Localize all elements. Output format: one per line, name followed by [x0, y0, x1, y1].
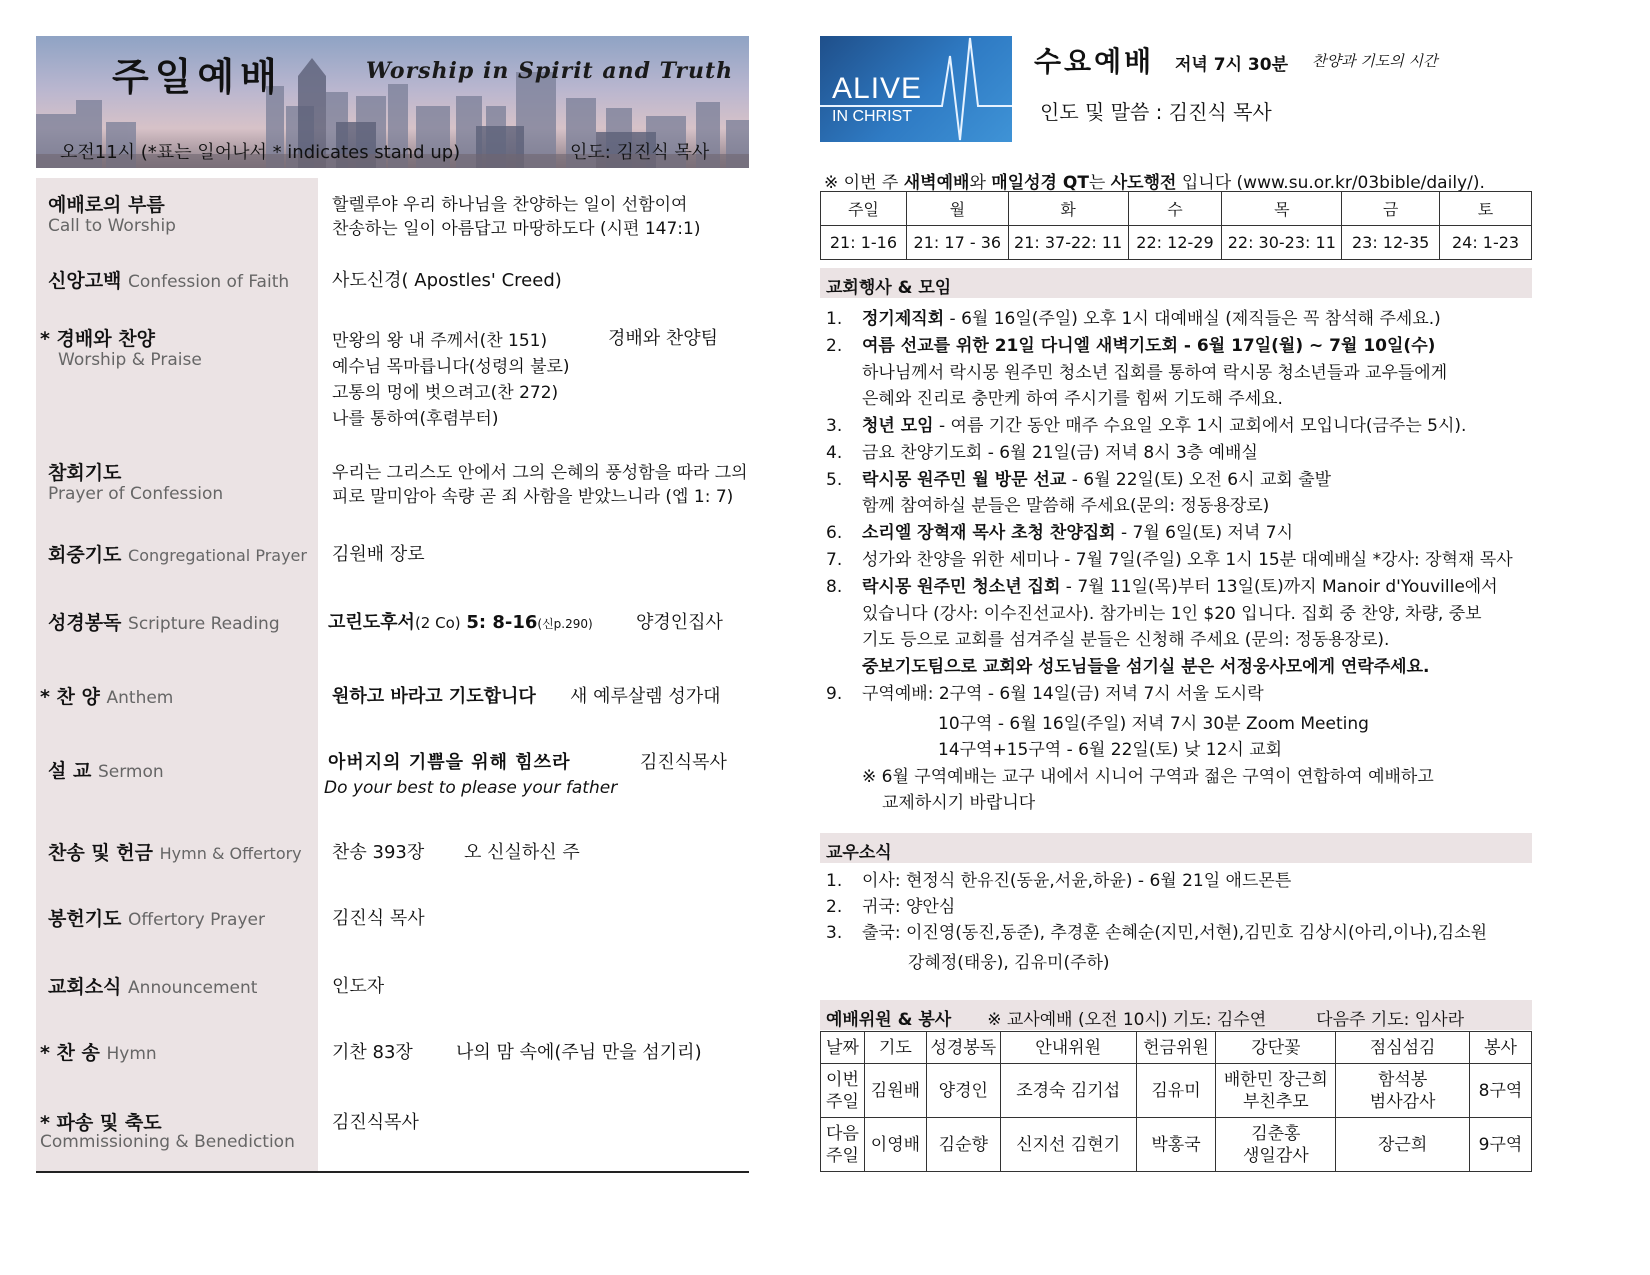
hymn-title: 나의 맘 속에(주님 만을 섬기리) — [456, 1042, 702, 1063]
staff-table — [820, 1031, 1532, 1172]
event-item — [826, 360, 1447, 386]
staff-col-header: 성경봉독 — [926, 1032, 1000, 1064]
member-item — [826, 894, 955, 920]
staff-cell: 양경인 — [926, 1064, 1000, 1118]
sunday-motto: Worship in Spirit and Truth — [366, 58, 734, 84]
staff-cell: 신지선 김현기 — [1000, 1118, 1136, 1172]
choir-name: 새 예루살렘 성가대 — [570, 686, 721, 707]
staff-col-header: 헌금위원 — [1136, 1032, 1216, 1064]
members-heading: 교우소식 — [820, 833, 1532, 863]
sunday-time-note: 오전11시 (*표는 일어나서 * indicates stand up) — [60, 142, 461, 163]
qt-reading: 22: 12-29 — [1128, 226, 1222, 260]
event-number: 1. — [826, 309, 843, 329]
order-item-english: Hymn & Offertory — [159, 844, 302, 863]
event-note: 교제하시기 바랍니다 — [882, 793, 1036, 813]
events-heading: 교회행사 & 모임 — [820, 268, 1532, 298]
member-item — [826, 920, 1487, 946]
qt-note-text: 와 — [969, 173, 992, 193]
event-item — [826, 333, 1435, 359]
qt-note — [824, 168, 1485, 193]
event-number: 9. — [826, 684, 843, 704]
scripture-page: (신p.290) — [537, 617, 593, 631]
order-item-title — [48, 838, 302, 865]
order-item-english: Sermon — [97, 762, 164, 782]
qt-reading: 23: 12-35 — [1342, 226, 1440, 260]
order-item-korean: 성경봉독 — [48, 612, 122, 634]
event-number: 8. — [826, 577, 843, 597]
event-text: - 여름 기간 동안 매주 수요일 오후 1시 교회에서 모입니다(금주는 5시). — [933, 416, 1467, 436]
event-number: 3. — [826, 416, 843, 436]
member-number: 1. — [826, 871, 843, 891]
qt-day: 목 — [1222, 192, 1342, 226]
qt-reading: 21: 37-22: 11 — [1008, 226, 1128, 260]
event-bold-text: 락시몽 원주민 월 방문 선교 — [862, 470, 1067, 490]
qt-note-bold: 매일성경 QT — [991, 173, 1089, 193]
staff-heading: 예배위원 & 봉사 — [826, 1010, 952, 1030]
qt-day: 금 — [1342, 192, 1440, 226]
event-number: 4. — [826, 443, 843, 463]
wednesday-time: 저녁 7시 30분 — [1175, 55, 1289, 75]
song-line: 나를 통하여(후렴부터) — [332, 409, 499, 429]
qt-day: 화 — [1008, 192, 1128, 226]
event-item — [826, 574, 1498, 600]
event-note: ※ 6월 구역예배는 교구 내에서 시니어 구역과 젊은 구역이 연합하여 예배하고 — [862, 767, 1434, 787]
order-item-value: 찬송하는 일이 아름답고 마땅하도다 (시편 147:1) — [332, 219, 701, 239]
praise-team: 경배와 찬양팀 — [608, 328, 719, 349]
order-item-english: Call to Worship — [48, 216, 176, 236]
staff-cell: 이영배 — [864, 1118, 926, 1172]
event-text: 기도 등으로 교회를 섬겨주실 분들은 신청해 주세요 (문의: 정동용장로). — [862, 630, 1390, 650]
wednesday-leader: 인도 및 말씀 : 김진식 목사 — [1040, 100, 1272, 124]
event-item — [826, 601, 1482, 627]
order-item-korean: 찬송 및 헌금 — [48, 842, 153, 864]
event-item — [826, 306, 1441, 332]
event-continuation: 14구역+15구역 - 6월 22일(토) 낮 12시 교회 — [938, 740, 1283, 760]
order-item-title: 참회기도 — [48, 462, 122, 484]
event-text: 있습니다 (강사: 이수진선교사). 참가비는 1인 $20 입니다. 집회 중 찬양, 차량, 중보 — [862, 604, 1482, 624]
member-continuation: 강혜정(태웅), 김유미(주하) — [908, 953, 1110, 973]
staff-row-next-week — [821, 1118, 1532, 1172]
order-item-value: 김진식 목사 — [332, 908, 425, 929]
order-item-value: 할렐루야 우리 하나님을 찬양하는 일이 선함이여 — [332, 195, 688, 215]
event-item — [826, 627, 1389, 653]
order-item-korean: 설 교 — [48, 760, 92, 782]
order-item-english: Scripture Reading — [128, 614, 280, 634]
order-item-title — [40, 1038, 157, 1065]
event-item — [826, 440, 1258, 466]
staff-row-this-week — [821, 1064, 1532, 1118]
order-item-english: Offertory Prayer — [128, 910, 265, 930]
staff-col-header: 기도 — [864, 1032, 926, 1064]
sunday-banner — [36, 36, 749, 168]
order-item-value: 피로 말미암아 속량 곧 죄 사함을 받았느니라 (엡 1: 7) — [332, 487, 734, 507]
event-text: 성가와 찬양을 위한 세미나 - 7월 7일(주일) 오후 1시 15분 대예배실 *강사: 장혁재 목사 — [862, 550, 1513, 570]
event-text: 함께 참여하실 분들은 말씀해 주세요(문의: 정동용장로) — [862, 496, 1270, 516]
order-item-english: Prayer of Confession — [48, 484, 224, 504]
song-line: 예수님 목마릅니다(성령의 불로) — [332, 357, 570, 377]
order-item-title — [48, 756, 164, 783]
qt-readings-row — [821, 226, 1532, 260]
staff-cell: 조경숙 김기섭 — [1000, 1064, 1136, 1118]
event-item — [826, 467, 1331, 493]
qt-reading: 22: 30-23: 11 — [1222, 226, 1342, 260]
staff-col-header: 날짜 — [821, 1032, 865, 1064]
qt-note-text: ※ 이번 주 — [824, 173, 904, 193]
order-item-title — [48, 266, 289, 293]
event-item — [826, 493, 1269, 519]
sermon-title: 아버지의 기쁨을 위해 힘쓰라 — [328, 752, 571, 773]
staff-col-header: 안내위원 — [1000, 1032, 1136, 1064]
event-item — [826, 386, 1283, 412]
staff-header-row — [821, 1032, 1532, 1064]
event-text: 하나님께서 락시몽 원주민 청소년 집회를 통하여 락시몽 청소년들과 교우들에게 — [862, 363, 1448, 383]
qt-note-text: 입니다 (www.su.or.kr/03bible/daily/). — [1176, 173, 1485, 193]
order-item-title — [48, 540, 307, 567]
event-bold-text: 중보기도팀으로 교회와 성도님들을 섬기실 분은 서정웅사모에게 연락주세요. — [862, 657, 1430, 677]
staff-cell: 배한민 장근희 부친추모 — [1216, 1064, 1336, 1118]
order-item-title — [48, 904, 265, 931]
qt-day: 토 — [1440, 192, 1532, 226]
qt-reading: 21: 17 - 36 — [906, 226, 1008, 260]
hymn-number: 기찬 83장 — [332, 1042, 413, 1063]
order-item-value: 김진식목사 — [332, 1112, 419, 1133]
bottom-rule — [36, 1171, 749, 1173]
staff-cell: 김춘홍 생일감사 — [1216, 1118, 1336, 1172]
song-line: 고통의 멍에 벗으려고(찬 272) — [332, 383, 559, 403]
qt-day: 수 — [1128, 192, 1222, 226]
alive-in-christ-logo — [820, 36, 1012, 142]
order-item-value: 김원배 장로 — [332, 544, 425, 565]
event-text: 구역예배: 2구역 - 6월 14일(금) 저녁 7시 서울 도시락 — [862, 684, 1264, 704]
qt-reading-table — [820, 191, 1532, 260]
event-bold-text: 소리엘 장혁재 목사 초청 찬양집회 — [862, 523, 1116, 543]
staff-cell: 김원배 — [864, 1064, 926, 1118]
staff-heading-bar — [820, 1000, 1532, 1030]
staff-cell: 박홍국 — [1136, 1118, 1216, 1172]
next-prayer: 다음주 기도: 임사라 — [1316, 1010, 1465, 1030]
teacher-note: ※ 교사예배 (오전 10시) 기도: 김수연 — [987, 1010, 1267, 1030]
qt-day: 주일 — [821, 192, 907, 226]
scripture-reader: 양경인집사 — [636, 612, 723, 633]
anthem-title: 원하고 바라고 기도합니다 — [332, 686, 536, 707]
order-item-title: * 경배와 찬양 — [40, 328, 155, 350]
order-item-korean: * 찬 송 — [40, 1042, 100, 1064]
event-item — [826, 681, 1264, 707]
order-item-english: Commissioning & Benediction — [40, 1132, 295, 1152]
order-item-title — [40, 682, 173, 709]
event-text: - 6월 22일(토) 오전 6시 교회 출발 — [1066, 470, 1332, 490]
event-continuation: 10구역 - 6월 16일(주일) 저녁 7시 30분 Zoom Meeting — [938, 714, 1369, 734]
staff-col-header: 점심섬김 — [1336, 1032, 1470, 1064]
wednesday-title: 수요예배 — [1034, 45, 1155, 78]
qt-reading: 21: 1-16 — [821, 226, 907, 260]
event-bold-text: 락시몽 원주민 청소년 집회 — [862, 577, 1061, 597]
event-item — [826, 547, 1513, 573]
staff-cell: 9구역 — [1470, 1118, 1532, 1172]
event-text: - 6월 16일(주일) 오후 1시 대예배실 (제직들은 꼭 참석해 주세요.) — [944, 309, 1441, 329]
staff-cell: 함석봉 범사감사 — [1336, 1064, 1470, 1118]
hymn-title: 오 신실하신 주 — [464, 842, 580, 863]
order-item-korean: * 찬 양 — [40, 686, 100, 708]
event-text: 은혜와 진리로 충만케 하여 주시기를 힘써 기도해 주세요. — [862, 389, 1283, 409]
sunday-leader: 인도: 김진식 목사 — [570, 142, 710, 163]
member-number: 3. — [826, 923, 843, 943]
qt-days-row — [821, 192, 1532, 226]
qt-note-bold: 사도행전 — [1110, 173, 1177, 193]
order-item-title — [48, 972, 257, 999]
order-item-title: * 파송 및 축도 — [40, 1112, 162, 1134]
qt-note-bold: 새벽예배 — [903, 173, 970, 193]
scripture-abbr: (2 Co) — [414, 614, 461, 632]
event-number: 7. — [826, 550, 843, 570]
member-number: 2. — [826, 897, 843, 917]
staff-cell: 이번 주일 — [821, 1064, 865, 1118]
sunday-worship-panel — [36, 36, 749, 1152]
qt-reading: 24: 1-23 — [1440, 226, 1532, 260]
staff-cell: 김순향 — [926, 1118, 1000, 1172]
order-item-english: Hymn — [106, 1044, 157, 1064]
event-number: 2. — [826, 336, 843, 356]
order-item-value: 사도신경( Apostles' Creed) — [332, 270, 562, 291]
event-bold-text: 정기제직회 — [862, 309, 945, 329]
scripture-verse: 5: 8-16 — [466, 612, 538, 633]
event-item — [826, 413, 1466, 439]
sunday-title: 주일예배 — [112, 55, 283, 99]
qt-note-text: 는 — [1088, 173, 1111, 193]
order-item-value: 우리는 그리스도 안에서 그의 은혜의 풍성함을 따라 그의 — [332, 463, 748, 483]
scripture-reference — [328, 608, 593, 634]
logo-line-1: ALIVE — [832, 72, 923, 105]
order-item-title — [48, 608, 280, 635]
order-item-english: Confession of Faith — [128, 272, 290, 292]
order-item-english: Anthem — [106, 688, 174, 708]
order-item-korean: 신앙고백 — [48, 270, 122, 292]
staff-cell: 김유미 — [1136, 1064, 1216, 1118]
order-item-korean: 회중기도 — [48, 544, 122, 566]
event-text: - 7월 6일(토) 저녁 7시 — [1115, 523, 1293, 543]
hymn-number: 찬송 393장 — [332, 842, 425, 863]
qt-day: 월 — [906, 192, 1008, 226]
order-item-korean: 봉헌기도 — [48, 908, 122, 930]
member-text: 귀국: 양안심 — [862, 897, 956, 917]
preacher: 김진식목사 — [640, 752, 727, 773]
event-bold-text: 여름 선교를 위한 21일 다니엘 새벽기도회 - 6월 17일(월) ~ 7월 10일(수) — [862, 336, 1436, 356]
staff-cell: 다음 주일 — [821, 1118, 865, 1172]
staff-cell: 장근희 — [1336, 1118, 1470, 1172]
sermon-subtitle: Do your best to please your father — [324, 778, 618, 798]
staff-cell: 8구역 — [1470, 1064, 1532, 1118]
event-number: 5. — [826, 470, 843, 490]
scripture-book: 고린도후서 — [328, 612, 415, 633]
event-item — [826, 520, 1293, 546]
event-number: 6. — [826, 523, 843, 543]
order-item-korean: 교회소식 — [48, 976, 122, 998]
staff-col-header: 강단꽃 — [1216, 1032, 1336, 1064]
order-item-english: Announcement — [128, 978, 258, 998]
member-text: 이사: 현정식 한유진(동윤,서윤,하윤) - 6월 21일 애드몬튼 — [862, 871, 1292, 891]
order-of-worship — [36, 178, 749, 1172]
event-item — [826, 654, 1429, 680]
event-text: 금요 찬양기도회 - 6월 21일(금) 저녁 8시 3층 예배실 — [862, 443, 1258, 463]
event-text: - 7월 11일(목)부터 13일(토)까지 Manoir d'Youville에서 — [1060, 577, 1498, 597]
wednesday-script: 찬양과 기도의 시간 — [1312, 52, 1438, 70]
event-bold-text: 청년 모임 — [862, 416, 934, 436]
order-item-value: 인도자 — [332, 976, 385, 997]
staff-col-header: 봉사 — [1470, 1032, 1532, 1064]
logo-line-2: IN CHRIST — [832, 108, 912, 125]
order-item-english: Congregational Prayer — [128, 546, 307, 565]
order-item-title: 예배로의 부름 — [48, 194, 165, 216]
song-line: 만왕의 왕 내 주께서(찬 151) — [332, 331, 548, 351]
order-item-english: Worship & Praise — [58, 350, 202, 370]
member-text: 출국: 이진영(동진,동준), 추경훈 손혜순(지민,서현),김민호 김상시(아리,이나),김소원 — [862, 923, 1488, 943]
member-item — [826, 868, 1291, 894]
